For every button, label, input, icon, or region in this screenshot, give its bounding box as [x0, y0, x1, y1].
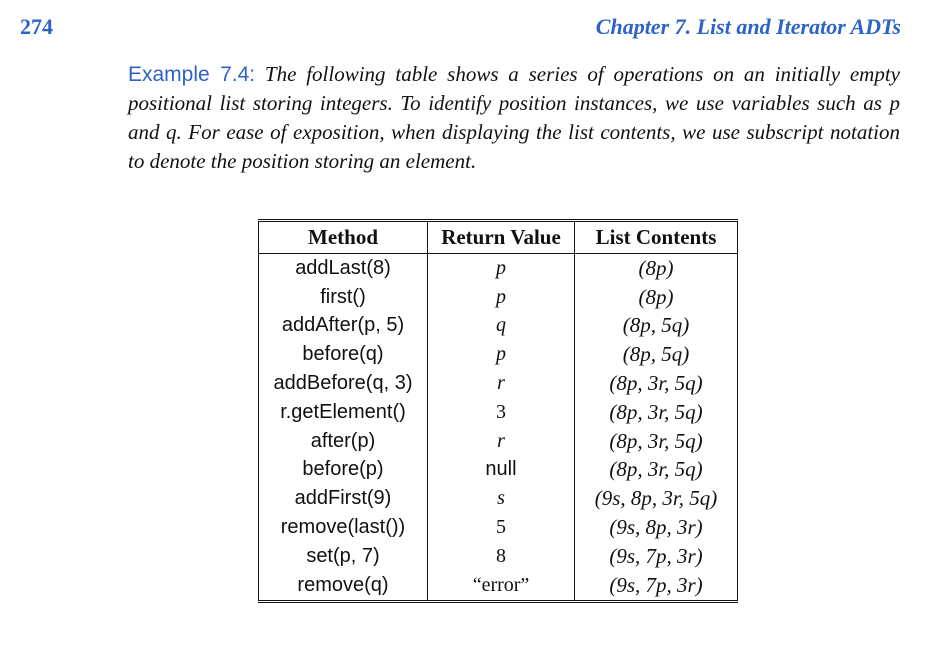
return-value-cell: 8 — [428, 542, 575, 571]
return-value-cell: p — [428, 283, 575, 312]
return-value-cell: p — [428, 340, 575, 369]
page-number: 274 — [20, 14, 53, 39]
list-contents-cell: (9s, 8p, 3r) — [575, 513, 738, 542]
method-cell: r.getElement() — [259, 398, 428, 427]
return-value-cell: p — [428, 254, 575, 283]
return-value-cell: null — [428, 456, 575, 485]
method-cell: before(p) — [259, 456, 428, 485]
return-value-cell: s — [428, 484, 575, 513]
table-row — [259, 571, 738, 601]
table-row — [259, 484, 738, 513]
column-header-method: Method — [259, 221, 428, 254]
list-contents-cell: (8p, 5q) — [575, 312, 738, 341]
column-header-list-contents: List Contents — [575, 221, 738, 254]
return-value-cell: 5 — [428, 513, 575, 542]
list-contents-cell: (8p) — [575, 283, 738, 312]
list-contents-cell: (8p, 5q) — [575, 340, 738, 369]
method-cell: after(p) — [259, 427, 428, 456]
return-value-cell: q — [428, 312, 575, 341]
method-cell: addBefore(q, 3) — [259, 369, 428, 398]
list-contents-cell: (8p, 3r, 5q) — [575, 398, 738, 427]
example-text: The following table shows a series of operations on an initially empty positional list storing integers. To identify position instances, we use variables such as p and q. For ease of exposition, when displaying the list contents, we use subscript notation to denote the position storing an element. — [128, 62, 900, 173]
example-paragraph — [128, 60, 900, 176]
table-row — [259, 340, 738, 369]
list-contents-cell: (8p, 3r, 5q) — [575, 456, 738, 485]
return-value-cell: r — [428, 427, 575, 456]
list-contents-cell: (9s, 7p, 3r) — [575, 571, 738, 601]
method-cell: addFirst(9) — [259, 484, 428, 513]
example-label: Example 7.4: — [128, 63, 256, 86]
return-value-cell: 3 — [428, 398, 575, 427]
method-cell: remove(last()) — [259, 513, 428, 542]
method-cell: before(q) — [259, 340, 428, 369]
column-header-return-value: Return Value — [428, 221, 575, 254]
return-value-cell: r — [428, 369, 575, 398]
table-row — [259, 513, 738, 542]
list-contents-cell: (9s, 7p, 3r) — [575, 542, 738, 571]
list-contents-cell: (8p, 3r, 5q) — [575, 369, 738, 398]
table-header-row — [259, 221, 738, 254]
table-row — [259, 283, 738, 312]
table-row — [259, 398, 738, 427]
list-contents-cell: (9s, 8p, 3r, 5q) — [575, 484, 738, 513]
method-cell: addLast(8) — [259, 254, 428, 283]
table-row — [259, 369, 738, 398]
list-contents-cell: (8p, 3r, 5q) — [575, 427, 738, 456]
table-row — [259, 254, 738, 283]
table-body — [259, 254, 738, 602]
table-row — [259, 312, 738, 341]
method-cell: remove(q) — [259, 571, 428, 601]
operations-table — [258, 219, 738, 603]
table-row — [259, 427, 738, 456]
table-row — [259, 456, 738, 485]
return-value-cell: “error” — [428, 571, 575, 601]
table-row — [259, 542, 738, 571]
chapter-title: Chapter 7. List and Iterator ADTs — [595, 14, 901, 39]
method-cell: set(p, 7) — [259, 542, 428, 571]
list-contents-cell: (8p) — [575, 254, 738, 283]
method-cell: first() — [259, 283, 428, 312]
method-cell: addAfter(p, 5) — [259, 312, 428, 341]
